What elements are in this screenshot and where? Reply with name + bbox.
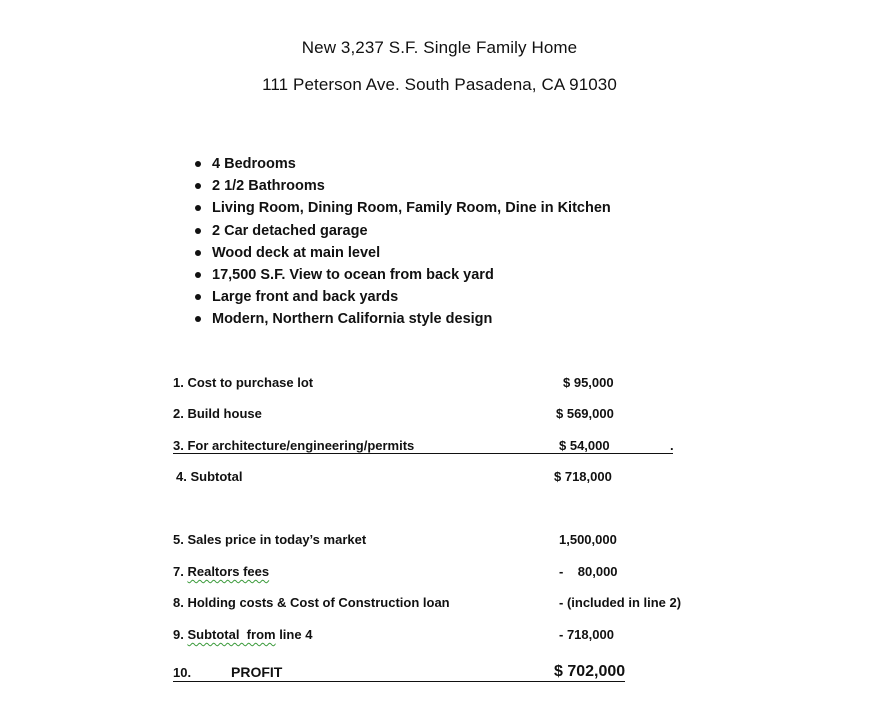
list-item: Wood deck at main level (192, 242, 611, 264)
profit-value: $ 702,000 (554, 663, 626, 680)
bullet-icon (195, 294, 201, 300)
list-item: 17,500 S.F. View to ocean from back yard (192, 264, 611, 286)
property-address: 111 Peterson Ave. South Pasadena, CA 91030 (262, 75, 617, 94)
bullet-icon (195, 183, 201, 189)
feature-list (192, 153, 611, 331)
cost-value: $ 569,000 (556, 406, 614, 421)
list-item: Living Room, Dining Room, Family Room, Dine in Kitchen (192, 197, 611, 219)
cost-value: $ 718,000 (554, 469, 612, 484)
cost-label: 3. For architecture/engineering/permits (173, 438, 415, 453)
list-item: 2 1/2 Bathrooms (192, 175, 611, 197)
cost-label: 1. Cost to purchase lot (173, 375, 314, 390)
list-item: 2 Car detached garage (192, 220, 611, 242)
list-item: 4 Bedrooms (192, 153, 611, 175)
sales-label: 9. Subtotal from line 4 (173, 627, 313, 642)
bullet-icon (195, 205, 201, 211)
profit-label: PROFIT (231, 664, 283, 680)
profit-rule (173, 681, 625, 682)
sales-label: 5. Sales price in today’s market (173, 532, 367, 547)
list-item: Modern, Northern California style design (192, 308, 611, 330)
list-item: Large front and back yards (192, 286, 611, 308)
sales-value: - (included in line 2) (559, 595, 682, 610)
cost-value: $ 54,000 (559, 438, 610, 453)
profit-number: 10. (173, 665, 192, 680)
bullet-icon (195, 272, 201, 278)
cost-label: 4. Subtotal (176, 469, 243, 484)
sales-value: - 80,000 (559, 564, 618, 579)
sales-label: 7. Realtors fees (173, 564, 270, 579)
trailing-mark: . (670, 438, 674, 453)
document-title: New 3,237 S.F. Single Family Home (301, 38, 578, 57)
sales-label: 8. Holding costs & Cost of Construction loan (173, 595, 450, 610)
bullet-icon (195, 316, 201, 322)
cost-label: 2. Build house (173, 406, 262, 421)
bullet-icon (195, 250, 201, 256)
bullet-icon (195, 228, 201, 234)
sales-value: - 718,000 (559, 627, 614, 642)
bullet-icon (195, 161, 201, 167)
subtotal-rule (173, 453, 673, 454)
sales-value: 1,500,000 (559, 532, 617, 547)
cost-value: $ 95,000 (563, 375, 614, 390)
